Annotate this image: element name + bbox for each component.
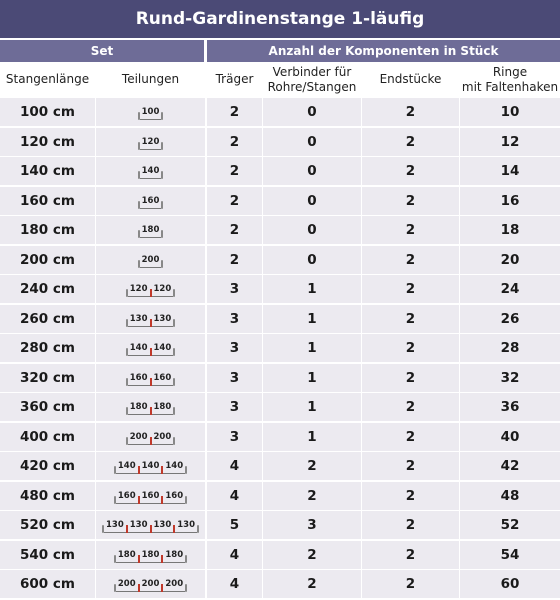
- rod-diagram: [114, 458, 187, 474]
- rod-segment-label: 130: [128, 315, 150, 327]
- cell-rings: 14: [460, 157, 560, 185]
- rod-segment-label: 180: [140, 226, 162, 238]
- table-body: [0, 98, 560, 600]
- rod-segment-label: 200: [116, 580, 138, 592]
- cell-divisions: [96, 482, 205, 510]
- cell-length: 280 cm: [0, 334, 95, 362]
- cell-carriers: 2: [207, 128, 262, 156]
- rod-end-cap: [185, 555, 187, 563]
- cell-rings: 12: [460, 128, 560, 156]
- cell-length: 400 cm: [0, 423, 95, 451]
- rod-diagram: [138, 163, 164, 179]
- rod-segment-label: 160: [128, 374, 150, 386]
- table-row: [0, 187, 560, 215]
- column-header-endpieces: Endstücke: [362, 63, 459, 96]
- rod-diagram: [138, 134, 164, 150]
- rod-segment-label: 130: [128, 521, 150, 533]
- cell-carriers: 2: [207, 157, 262, 185]
- rod-segment-label: 140: [128, 344, 150, 356]
- cell-connectors: 1: [263, 305, 361, 333]
- rod-segment-label: 180: [163, 551, 185, 563]
- rod-diagram: [138, 193, 164, 209]
- cell-divisions: [96, 423, 205, 451]
- rod-segment-label: 120: [140, 138, 162, 150]
- cell-endpieces: 2: [362, 393, 459, 421]
- cell-endpieces: 2: [362, 364, 459, 392]
- cell-connectors: 0: [263, 98, 361, 126]
- rod-segment-label: 180: [152, 403, 174, 415]
- cell-rings: 60: [460, 570, 560, 598]
- cell-divisions: [96, 246, 205, 274]
- rod-segment-label: 200: [152, 433, 174, 445]
- rod-segment-label: 200: [140, 580, 162, 592]
- table-row: [0, 482, 560, 510]
- rod-segment-label: 160: [140, 197, 162, 209]
- rod-segment-label: 160: [152, 374, 174, 386]
- rod-segment-label: 140: [140, 462, 162, 474]
- rod-segment-label: 140: [152, 344, 174, 356]
- group-header-components: Anzahl der Komponenten in Stück: [207, 40, 560, 62]
- cell-length: 200 cm: [0, 246, 95, 274]
- rod-segment-label: 120: [128, 285, 150, 297]
- table-row: [0, 452, 560, 480]
- table-row: [0, 511, 560, 539]
- rod-end-cap: [161, 201, 163, 209]
- cell-carriers: 3: [207, 364, 262, 392]
- rod-diagram: [102, 517, 199, 533]
- rod-diagram: [126, 399, 176, 415]
- cell-endpieces: 2: [362, 511, 459, 539]
- cell-endpieces: 2: [362, 482, 459, 510]
- cell-endpieces: 2: [362, 541, 459, 569]
- rod-segment-label: 140: [140, 167, 162, 179]
- cell-divisions: [96, 187, 205, 215]
- rod-segment-label: 200: [140, 256, 162, 268]
- table-row: [0, 128, 560, 156]
- cell-length: 160 cm: [0, 187, 95, 215]
- rod-diagram: [138, 252, 164, 268]
- column-header-divisions: Teilungen: [96, 63, 205, 96]
- cell-rings: 26: [460, 305, 560, 333]
- cell-connectors: 0: [263, 128, 361, 156]
- cell-carriers: 4: [207, 482, 262, 510]
- rod-end-cap: [173, 378, 175, 386]
- cell-rings: 10: [460, 98, 560, 126]
- cell-divisions: [96, 541, 205, 569]
- cell-endpieces: 2: [362, 187, 459, 215]
- cell-connectors: 1: [263, 364, 361, 392]
- cell-divisions: [96, 452, 205, 480]
- cell-length: 140 cm: [0, 157, 95, 185]
- cell-connectors: 3: [263, 511, 361, 539]
- cell-length: 100 cm: [0, 98, 95, 126]
- cell-connectors: 1: [263, 275, 361, 303]
- table-row: [0, 216, 560, 244]
- rod-segment-label: 130: [152, 315, 174, 327]
- rod-segment-label: 160: [140, 492, 162, 504]
- cell-connectors: 0: [263, 187, 361, 215]
- rod-segment-label: 160: [116, 492, 138, 504]
- rod-segment-label: 130: [175, 521, 197, 533]
- cell-length: 360 cm: [0, 393, 95, 421]
- cell-carriers: 2: [207, 246, 262, 274]
- cell-endpieces: 2: [362, 452, 459, 480]
- rod-end-cap: [185, 584, 187, 592]
- cell-carriers: 4: [207, 570, 262, 598]
- cell-endpieces: 2: [362, 216, 459, 244]
- cell-endpieces: 2: [362, 246, 459, 274]
- cell-length: 600 cm: [0, 570, 95, 598]
- cell-carriers: 2: [207, 187, 262, 215]
- cell-rings: 54: [460, 541, 560, 569]
- cell-rings: 18: [460, 216, 560, 244]
- cell-connectors: 0: [263, 246, 361, 274]
- cell-carriers: 2: [207, 216, 262, 244]
- cell-endpieces: 2: [362, 128, 459, 156]
- cell-connectors: 1: [263, 393, 361, 421]
- cell-connectors: 1: [263, 334, 361, 362]
- rod-diagram: [126, 311, 176, 327]
- table-row: [0, 393, 560, 421]
- cell-divisions: [96, 364, 205, 392]
- column-header-length: Stangenlänge: [0, 63, 95, 96]
- cell-connectors: 0: [263, 157, 361, 185]
- cell-connectors: 2: [263, 482, 361, 510]
- group-header-set: Set: [0, 40, 204, 62]
- cell-connectors: 2: [263, 452, 361, 480]
- cell-divisions: [96, 275, 205, 303]
- rod-diagram: [138, 104, 164, 120]
- cell-carriers: 3: [207, 393, 262, 421]
- rod-end-cap: [173, 319, 175, 327]
- column-header-carriers: Träger: [207, 63, 262, 96]
- table-row: [0, 98, 560, 126]
- rod-diagram: [138, 222, 164, 238]
- rod-segment-label: 160: [163, 492, 185, 504]
- rod-diagram: [114, 547, 187, 563]
- cell-length: 320 cm: [0, 364, 95, 392]
- rod-end-cap: [161, 142, 163, 150]
- cell-carriers: 3: [207, 334, 262, 362]
- cell-rings: 32: [460, 364, 560, 392]
- cell-connectors: 2: [263, 570, 361, 598]
- rod-end-cap: [173, 407, 175, 415]
- rod-end-cap: [185, 496, 187, 504]
- cell-length: 180 cm: [0, 216, 95, 244]
- cell-rings: 20: [460, 246, 560, 274]
- rod-segment-label: 200: [163, 580, 185, 592]
- cell-divisions: [96, 216, 205, 244]
- cell-connectors: 2: [263, 541, 361, 569]
- cell-length: 480 cm: [0, 482, 95, 510]
- table-row: [0, 246, 560, 274]
- rod-segment-label: 100: [140, 108, 162, 120]
- column-header-connectors: Verbinder für Rohre/Stangen: [263, 63, 361, 96]
- rod-segment-label: 180: [116, 551, 138, 563]
- rod-end-cap: [161, 230, 163, 238]
- cell-carriers: 5: [207, 511, 262, 539]
- rod-diagram: [126, 429, 176, 445]
- rod-diagram: [126, 340, 176, 356]
- cell-endpieces: 2: [362, 423, 459, 451]
- cell-rings: 16: [460, 187, 560, 215]
- cell-carriers: 3: [207, 305, 262, 333]
- cell-length: 120 cm: [0, 128, 95, 156]
- cell-endpieces: 2: [362, 334, 459, 362]
- cell-carriers: 2: [207, 98, 262, 126]
- rod-segment-label: 200: [128, 433, 150, 445]
- cell-divisions: [96, 334, 205, 362]
- rod-diagram: [114, 576, 187, 592]
- cell-length: 260 cm: [0, 305, 95, 333]
- cell-carriers: 4: [207, 541, 262, 569]
- cell-divisions: [96, 98, 205, 126]
- table-row: [0, 305, 560, 333]
- rod-end-cap: [185, 466, 187, 474]
- cell-rings: 36: [460, 393, 560, 421]
- cell-rings: 48: [460, 482, 560, 510]
- rod-segment-label: 180: [128, 403, 150, 415]
- cell-divisions: [96, 305, 205, 333]
- cell-length: 240 cm: [0, 275, 95, 303]
- rod-diagram: [114, 488, 187, 504]
- cell-rings: 52: [460, 511, 560, 539]
- cell-connectors: 1: [263, 423, 361, 451]
- cell-endpieces: 2: [362, 157, 459, 185]
- rod-end-cap: [197, 525, 199, 533]
- table-title: Rund-Gardinenstange 1-läufig: [0, 0, 560, 38]
- table-row: [0, 423, 560, 451]
- rod-diagram: [126, 281, 176, 297]
- cell-length: 540 cm: [0, 541, 95, 569]
- cell-rings: 42: [460, 452, 560, 480]
- cell-carriers: 4: [207, 452, 262, 480]
- cell-length: 520 cm: [0, 511, 95, 539]
- cell-divisions: [96, 157, 205, 185]
- table-row: [0, 334, 560, 362]
- cell-carriers: 3: [207, 275, 262, 303]
- cell-rings: 24: [460, 275, 560, 303]
- cell-rings: 40: [460, 423, 560, 451]
- rod-segment-label: 130: [104, 521, 126, 533]
- cell-rings: 28: [460, 334, 560, 362]
- cell-divisions: [96, 570, 205, 598]
- cell-divisions: [96, 393, 205, 421]
- cell-connectors: 0: [263, 216, 361, 244]
- rod-diagram: [126, 370, 176, 386]
- cell-divisions: [96, 128, 205, 156]
- table-row: [0, 570, 560, 598]
- column-header-rings: Ringe mit Faltenhaken: [460, 63, 560, 96]
- table-row: [0, 541, 560, 569]
- table-row: [0, 364, 560, 392]
- cell-endpieces: 2: [362, 98, 459, 126]
- rod-segment-label: 130: [152, 521, 174, 533]
- table-row: [0, 157, 560, 185]
- rod-end-cap: [173, 289, 175, 297]
- cell-divisions: [96, 511, 205, 539]
- cell-endpieces: 2: [362, 570, 459, 598]
- rod-end-cap: [173, 348, 175, 356]
- rod-end-cap: [161, 171, 163, 179]
- cell-length: 420 cm: [0, 452, 95, 480]
- cell-endpieces: 2: [362, 305, 459, 333]
- cell-carriers: 3: [207, 423, 262, 451]
- rod-end-cap: [161, 112, 163, 120]
- rod-segment-label: 140: [116, 462, 138, 474]
- table-row: [0, 275, 560, 303]
- rod-segment-label: 180: [140, 551, 162, 563]
- cell-endpieces: 2: [362, 275, 459, 303]
- rod-end-cap: [161, 260, 163, 268]
- rod-segment-label: 120: [152, 285, 174, 297]
- rod-end-cap: [173, 437, 175, 445]
- rod-segment-label: 140: [163, 462, 185, 474]
